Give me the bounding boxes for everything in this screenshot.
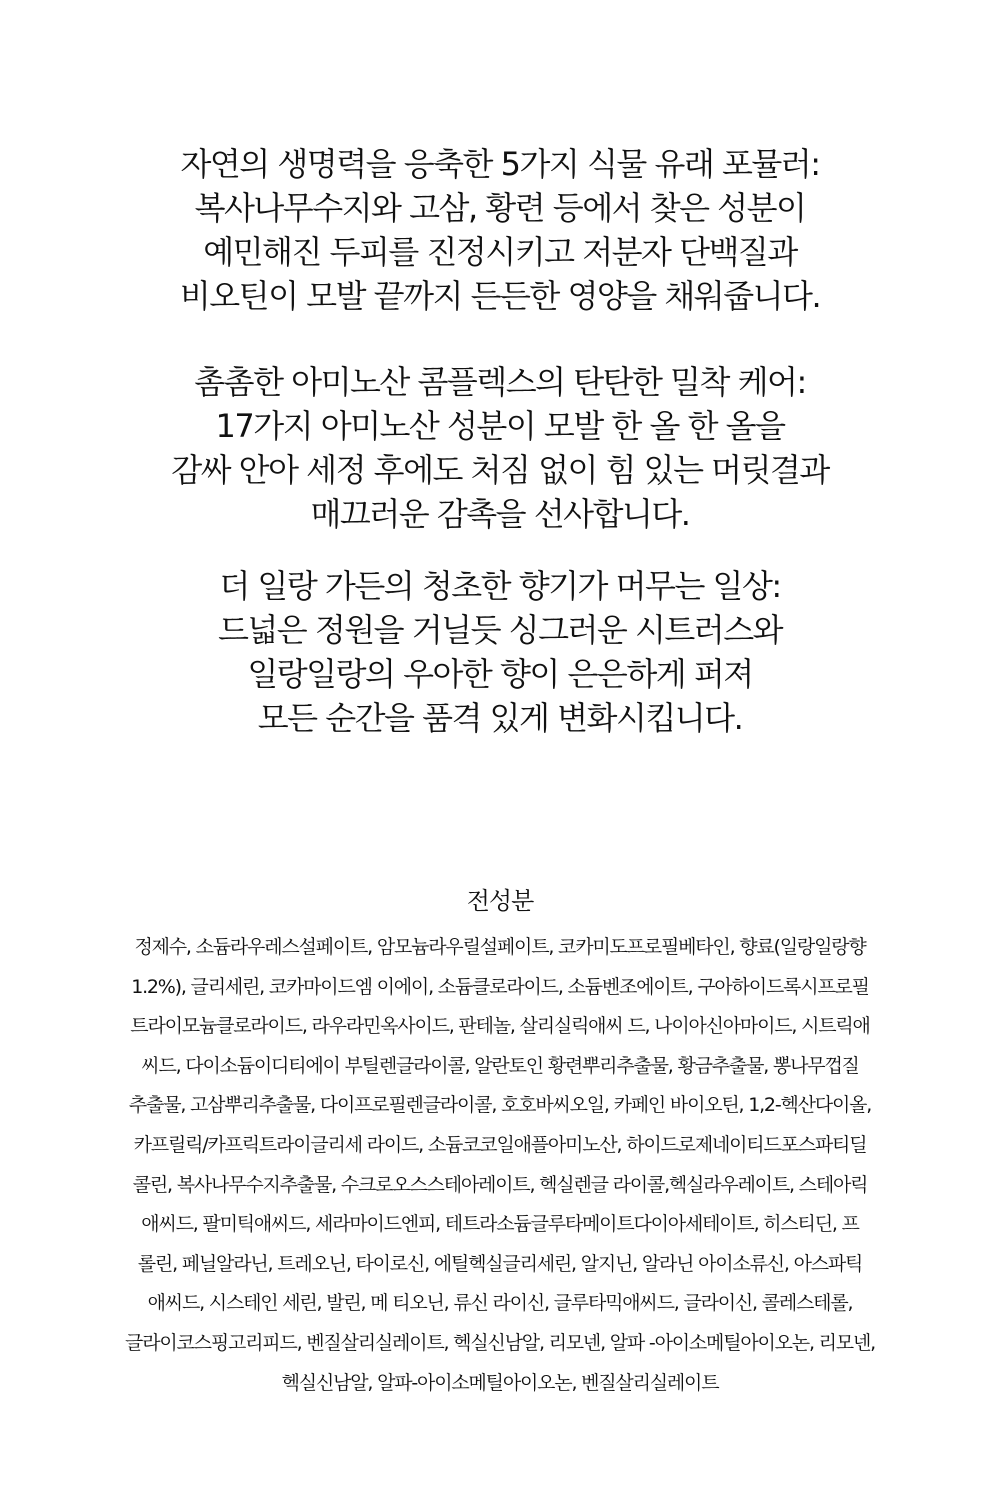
section-text-line: 일랑일랑의 우아한 향이 은은하게 퍼져 <box>247 655 753 693</box>
ingredients-line: 애씨드, 팔미틱애씨드, 세라마이드엔피, 테트라소듐글루타메이트다이아세테이트, 히스티딘, 프 <box>141 1213 859 1236</box>
full-ingredients-section <box>50 878 950 1403</box>
section-text-line: 비오틴이 모발 끝까지 든든한 영양을 채워줍니다. <box>179 277 821 315</box>
fragrance-section <box>0 564 1000 740</box>
ingredients-line: 글라이코스핑고리피드, 벤질살리실레이트, 헥실신남알, 리모넨, 알파 -아이소메틸아이오논, 리모넨, <box>125 1331 875 1354</box>
section-text-line: 모든 순간을 품격 있게 변화시킵니다. <box>257 699 743 737</box>
section-heading-line: 촘촘한 아미노산 콤플렉스의 탄탄한 밀착 케어: <box>194 363 806 401</box>
section-text-line: 복사나무수지와 고삼, 황련 등에서 찾은 성분이 <box>194 189 806 227</box>
ingredients-line: 롤린, 페닐알라닌, 트레오닌, 타이로신, 에틸헥실글리세린, 알지닌, 알라닌 아이소류신, 아스파틱 <box>137 1252 863 1275</box>
ingredients-line: 카프릴릭/카프릭트라이글리세 라이드, 소듐코코일애플아미노산, 하이드로제네이티드포스파티딜 <box>133 1133 867 1156</box>
section-heading-line: 더 일랑 가든의 청초한 향기가 머무는 일상: <box>219 567 781 605</box>
ingredients-title: 전성분 <box>466 887 534 915</box>
section-text-line: 17가지 아미노산 성분이 모발 한 올 한 올을 <box>215 407 785 445</box>
ingredients-line: 추출물, 고삼뿌리추출물, 다이프로필렌글라이콜, 호호바씨오일, 카페인 바이오틴, 1,2-헥산다이올, <box>128 1094 872 1117</box>
ingredients-line: 헥실신남알, 알파-아이소메틸아이오논, 벤질살리실레이트 <box>281 1371 719 1394</box>
ingredients-line: 씨드, 다이소듐이디티에이 부틸렌글라이콜, 알란토인 황련뿌리추출물, 황금추출물, 뽕나무껍질 <box>141 1054 859 1077</box>
section-text-line: 예민해진 두피를 진정시키고 저분자 단백질과 <box>203 233 797 271</box>
section-text-line: 드넓은 정원을 거닐듯 싱그러운 시트러스와 <box>217 611 783 649</box>
amino-acid-section <box>0 360 1000 536</box>
plant-formula-section <box>0 142 1000 318</box>
ingredients-line: 트라이모늄클로라이드, 라우라민옥사이드, 판테놀, 살리실릭애씨 드, 나이아신아마이드, 시트릭애 <box>130 1015 870 1038</box>
section-heading-line: 자연의 생명력을 응축한 5가지 식물 유래 포뮬러: <box>180 145 820 183</box>
ingredients-line: 애씨드, 시스테인 세린, 발린, 메 티오닌, 류신 라이신, 글루타믹애씨드, 글라이신, 콜레스테롤, <box>147 1292 853 1315</box>
ingredients-line: 1.2%), 글리세린, 코카마이드엠 이에이, 소듐클로라이드, 소듐벤조에이트, 구아하이드록시프로필 <box>131 975 869 998</box>
section-text-line: 감싸 안아 세정 후에도 처짐 없이 힘 있는 머릿결과 <box>171 451 829 489</box>
ingredients-line: 콜린, 복사나무수지추출물, 수크로오스스테아레이트, 헥실렌글 라이콜,헥실라우레이트, 스테아릭 <box>132 1173 868 1196</box>
ingredients-line: 정제수, 소듐라우레스설페이트, 암모늄라우릴설페이트, 코카미도프로필베타인, 향료(일랑일랑향 <box>134 936 866 958</box>
section-text-line: 매끄러운 감촉을 선사합니다. <box>310 495 690 533</box>
